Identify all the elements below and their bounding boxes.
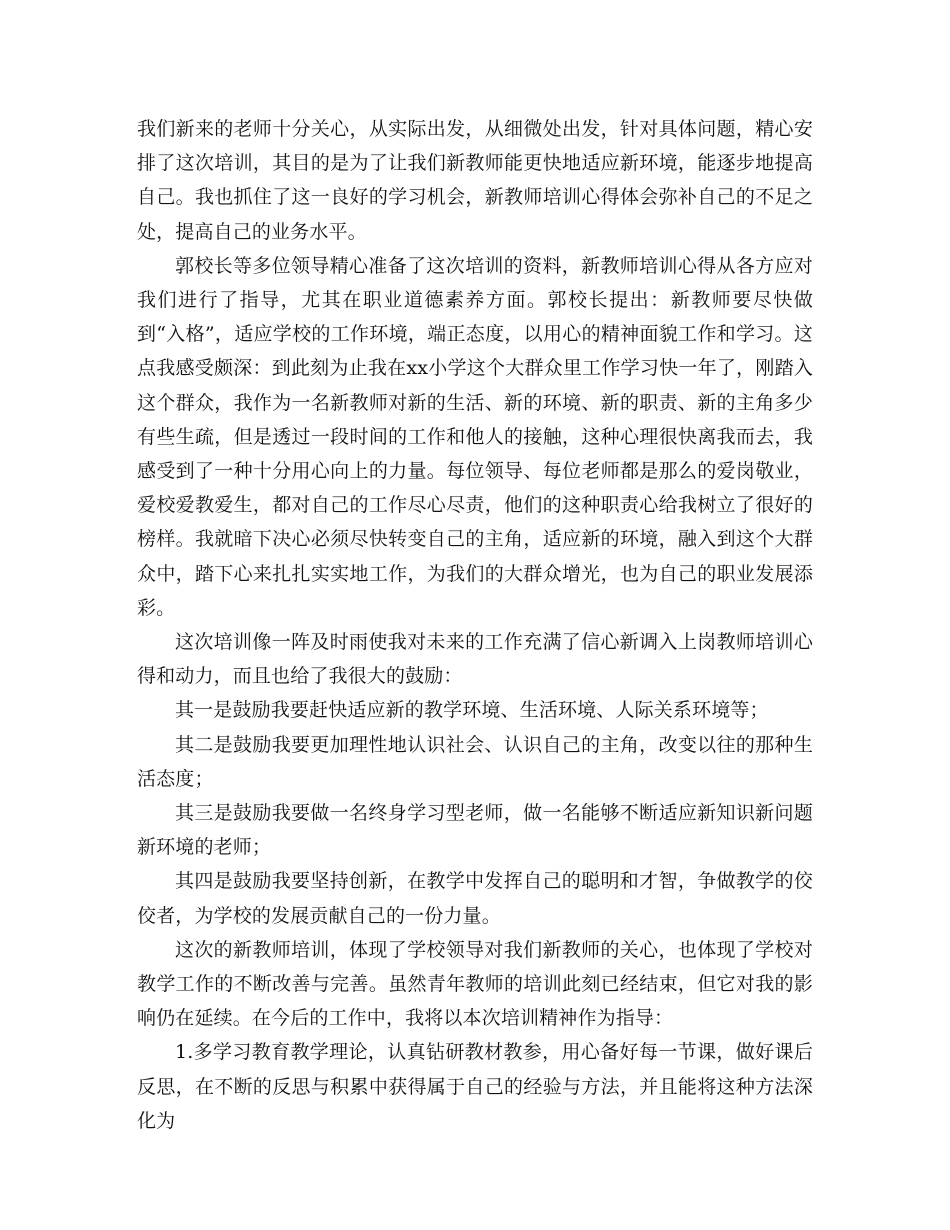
paragraph-8: 这次的新教师培训，体现了学校领导对我们新教师的关心，也体现了学校对教学工作的不断改善与完善。虽然青年教师的培训此刻已经结束，但它对我的影响仍在延续。在今后的工作中，我将以本次培训精神作为指导： [137, 938, 813, 1030]
paragraph-9: 1.多学习教育教学理论，认真钻研教材教参，用心备好每一节课，做好课后反思，在不断的反思与积累中获得属于自己的经验与方法，并且能将这种方法深化为 [137, 1041, 813, 1132]
paragraph-3: 这次培训像一阵及时雨使我对未来的工作充满了信心新调入上岗教师培训心得和动力，而且也给了我很大的鼓励： [137, 631, 813, 688]
paragraph-6: 其三是鼓励我要做一名终身学习型老师，做一名能够不断适应新知识新问题新环境的老师； [137, 802, 813, 859]
document-body [137, 112, 813, 1138]
paragraph-2: 郭校长等多位领导精心准备了这次培训的资料，新教师培训心得从各方应对我们进行了指导，尤其在职业道德素养方面。郭校长提出：新教师要尽快做到“入格”，适应学校的工作环境，端正态度，以用心的精神面貌工作和学习。这点我感受颇深：到此刻为止我在xx小学这个大群众里工作学习快一年了，刚踏入这个群众，我作为一名新教师对新的生活、新的环境、新的职责、新的主角多少有些生疏，但是透过一段时间的工作和他人的接触，这种心理很快离我而去，我感受到了一种十分用心向上的力量。每位领导、每位老师都是那么的爱岗敬业，爱校爱教爱生，都对自己的工作尽心尽责，他们的这种职责心给我树立了很好的榜样。我就暗下决心必须尽快转变自己的主角，适应新的环境，融入到这个大群众中，踏下心来扎扎实实地工作，为我们的大群众增光，也为自己的职业发展添彩。 [137, 254, 813, 619]
paragraph-1: 我们新来的老师十分关心，从实际出发，从细微处出发，针对具体问题，精心安排了这次培训，其目的是为了让我们新教师能更快地适应新环境，能逐步地提高自己。我也抓住了这一良好的学习机会，新教师培训心得体会弥补自己的不足之处，提高自己的业务水平。 [137, 118, 813, 243]
paragraph-7: 其四是鼓励我要坚持创新，在教学中发挥自己的聪明和才智，争做教学的佼佼者，为学校的发展贡献自己的一份力量。 [137, 870, 813, 927]
paragraph-5: 其二是鼓励我要更加理性地认识社会、认识自己的主角，改变以往的那种生活态度； [137, 733, 813, 790]
paragraph-4: 其一是鼓励我要赶快适应新的教学环境、生活环境、人际关系环境等； [175, 699, 769, 722]
